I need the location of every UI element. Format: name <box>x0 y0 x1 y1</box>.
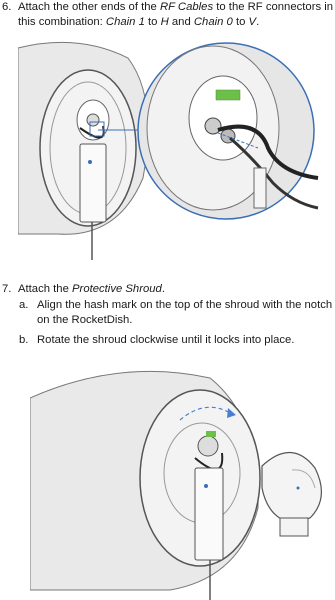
magnified-detail <box>138 43 318 219</box>
rf-cable-connection-figure <box>18 38 335 260</box>
dish-illustration-2 <box>30 371 260 600</box>
step-6-number: 6. <box>2 1 12 13</box>
protective-shroud-term: Protective Shroud <box>72 283 162 295</box>
green-label <box>216 90 240 100</box>
dish-illustration <box>18 42 148 260</box>
substep-a-text: Align the hash mark on the top of the shroud with the notch on the RocketDish. <box>37 299 333 326</box>
step-7-number: 7. <box>2 283 12 295</box>
rf-cables-term: RF Cables <box>159 1 214 13</box>
substep-b-letter: b. <box>19 334 29 346</box>
shroud-attachment-figure <box>30 358 330 600</box>
step-6-text: Attach the other ends of the RF Cables to the RF connectors in this combination: Chain 1 to H and Chain 0 to V. <box>18 1 334 28</box>
step-7-text: Attach the Protective Shroud. <box>18 283 165 295</box>
substep-b-text: Rotate the shroud clockwise until it locks into place. <box>37 334 295 346</box>
protective-shroud <box>262 452 321 536</box>
substep-a-letter: a. <box>19 299 29 311</box>
